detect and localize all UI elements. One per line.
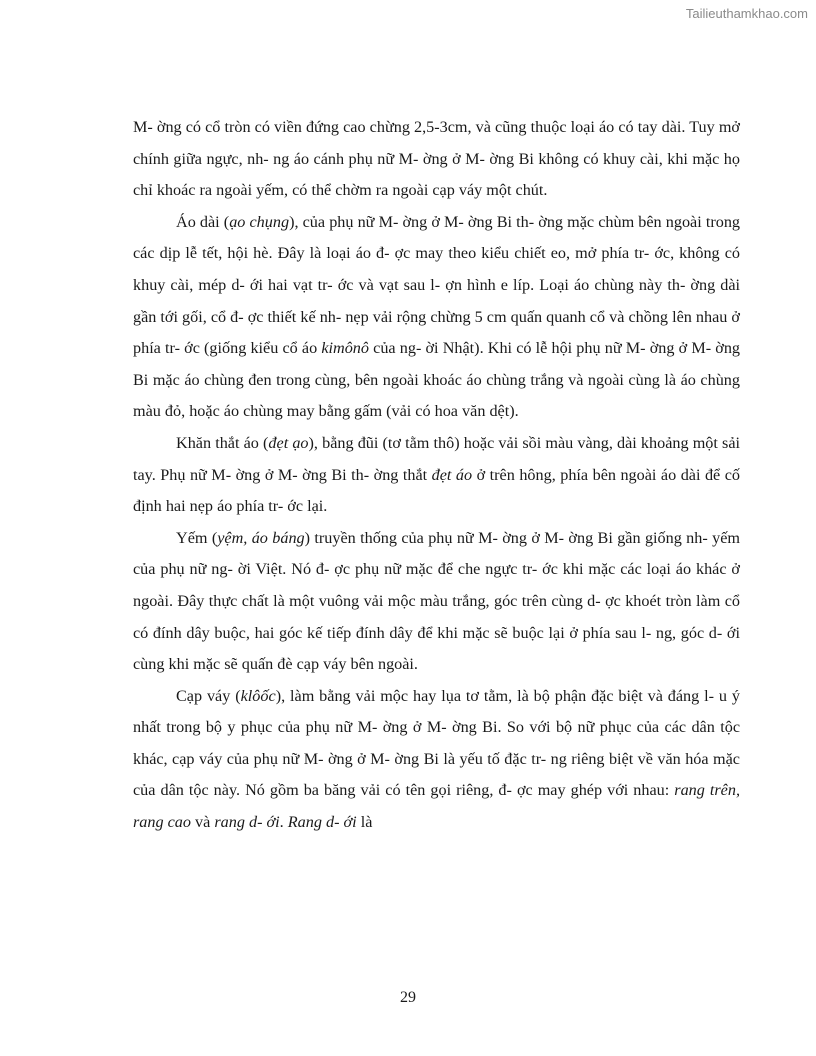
- document-body: [133, 112, 740, 839]
- text-run: ), của phụ nữ M- ờng ở M- ờng Bi th- ờng mặc chùm bên ngoài trong các dịp lễ tết, hội hè. Đây là loại áo đ- ợc may theo kiểu chiết eo, mở phía tr- ớc, không có khuy cài, mép d- ới hai vạt tr- ớc và vạt sau l- ợn hình e líp. Loại áo chùng này th- ờng dài gần tới gối, cổ đ- ợc thiết kế nh- nẹp vải rộng chừng 5 cm quấn quanh cổ và chồng lên nhau ở phía tr- ớc (giống kiểu cổ áo: [133, 212, 741, 358]
- paragraph-5: [133, 681, 740, 839]
- italic-term: ạo chụng: [229, 212, 290, 231]
- text-run: ) truyền thống của phụ nữ M- ờng ở M- ờng Bi gần giống nh- yếm của phụ nữ ng- ời Việt. Nó đ- ợc phụ nữ mặc để che ngực tr- ớc khi mặc các loại áo khác ở ngoài. Đây thực chất là một vuông vải mộc màu trắng, góc trên cùng d- ợc khoét tròn làm cổ có đính dây buộc, hai góc kế tiếp đính dây để khi mặc sẽ buộc lại ở phía sau l- ng, góc d- ới cùng khi mặc sẽ quấn đè cạp váy bên ngoài.: [133, 528, 741, 674]
- text-run: .: [279, 813, 288, 832]
- italic-term: klôốc: [240, 686, 276, 705]
- italic-term: rang d- ới: [214, 813, 280, 832]
- watermark: Tailieuthamkhao.com: [685, 6, 808, 21]
- text-run: và: [191, 813, 215, 832]
- text-run: ), làm bằng vải mộc hay lụa tơ tằm, là bộ phận đặc biệt và đáng l- u ý nhất trong bộ y phục của phụ nữ M- ờng ở M- ờng Bi. So với bộ nữ phục của các dân tộc khác, cạp váy của phụ nữ M- ờng ở M- ờng Bi là yếu tố đặc tr- ng riêng biệt về văn hóa mặc của dân tộc này. Nó gồm ba băng vải có tên gọi riêng, đ- ợc may ghép với nhau:: [133, 686, 740, 800]
- text-run: Khăn thắt áo (: [176, 433, 269, 452]
- page-number: 29: [400, 989, 416, 1006]
- text-run: Cạp váy (: [176, 686, 241, 705]
- paragraph-2: [133, 207, 740, 428]
- text-run: M- ờng có cổ tròn có viền đứng cao chừng 2,5-3cm, và cũng thuộc loại áo có tay dài. Tuy mở chính giữa ngực, nh- ng áo cánh phụ nữ M- ờng ở M- ờng Bi không có khuy cài, khi mặc họ chỉ khoác ra ngoài yếm, có thể chờm ra ngoài cạp váy một chút.: [133, 118, 740, 200]
- italic-term: rang trên, rang cao: [133, 781, 740, 832]
- italic-term: Rang d- ới: [287, 813, 357, 832]
- text-run: Áo dài (: [176, 212, 230, 231]
- text-run: của ng- ời Nhật). Khi có lễ hội phụ nữ M- ờng ở M- ờng Bi mặc áo chùng đen trong cùng, bên ngoài khoác áo chùng trắng và ngoài cùng là áo chùng màu đỏ, hoặc áo chùng may bằng gấm (vải có hoa văn dệt).: [133, 339, 741, 421]
- paragraph-4: [133, 523, 740, 681]
- italic-term: yệm, áo báng: [217, 528, 305, 547]
- text-run: ), bằng đũi (tơ tằm thô) hoặc vải sồi màu vàng, dài khoảng một sải tay. Phụ nữ M- ờng ở M- ờng Bi th- ờng thắt: [133, 433, 741, 484]
- paragraph-3: [133, 428, 740, 523]
- italic-term: đẹt ạo: [268, 433, 309, 452]
- paragraph-1: [133, 112, 740, 207]
- text-run: ở trên hông, phía bên ngoài áo dài để cố định hai nẹp áo phía tr- ớc lại.: [133, 465, 741, 516]
- text-run: Yếm (: [176, 528, 218, 547]
- italic-term: kimônô: [321, 339, 369, 358]
- text-run: là: [356, 813, 373, 832]
- italic-term: đẹt áo: [431, 465, 473, 484]
